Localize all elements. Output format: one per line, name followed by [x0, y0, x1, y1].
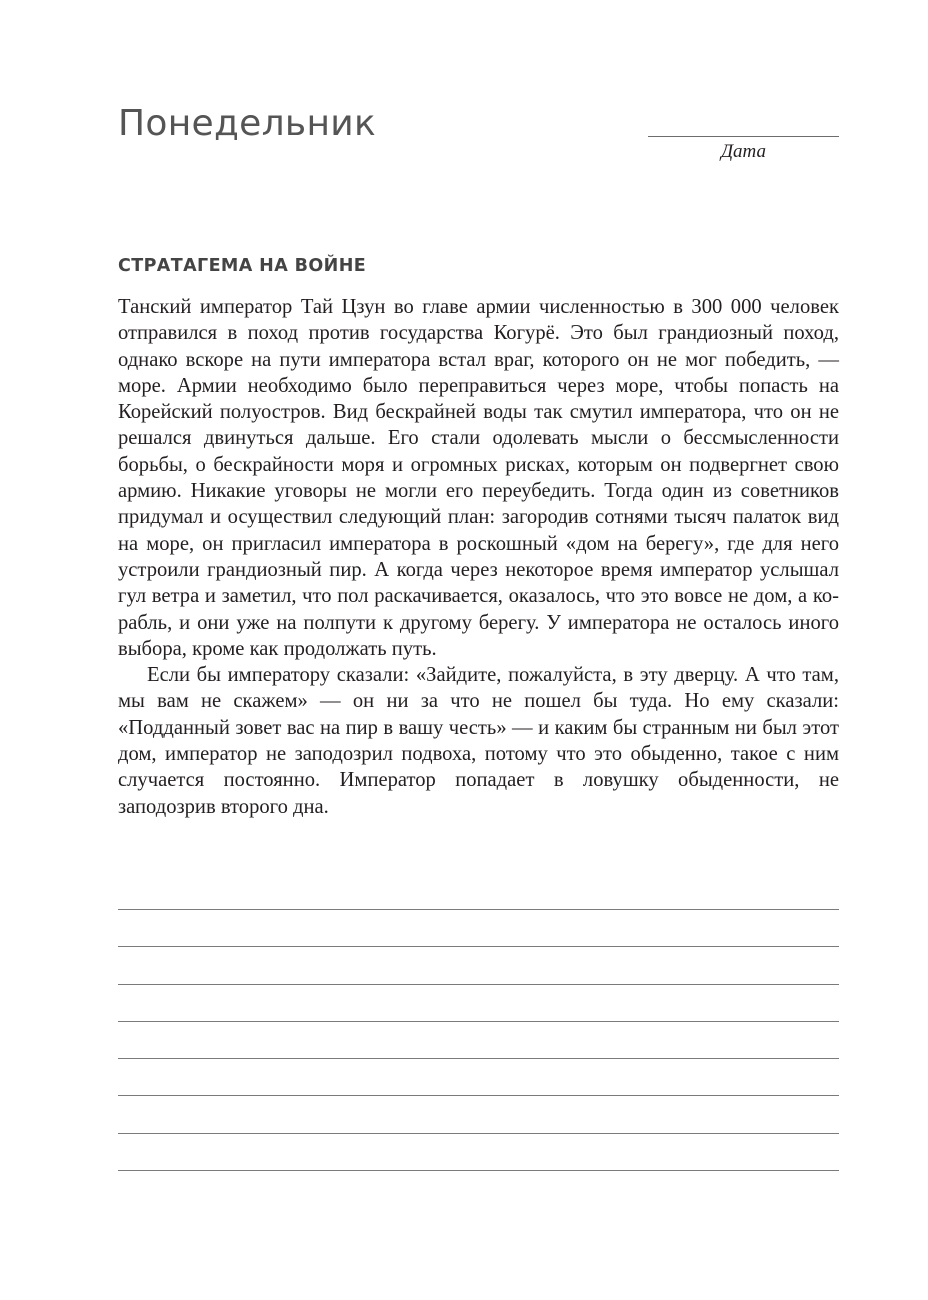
- notes-line[interactable]: [118, 984, 839, 1021]
- page-title: Понедельник: [118, 103, 377, 144]
- article-paragraph: Если бы императору сказали: «Зайдите, пожалуйста, в эту дверцу. А что там, мы вам не скажем» — он ни за что не пошел бы туда. Но ему сказали: «Подданный зовет вас на пир в вашу честь» — и каким бы странным ни был этот дом, император не заподозрил подвоха, потому что это обыденно, такое с ним случается постоянно. Император попадает в ловушку обыденности, не заподозрив второго дна.: [118, 664, 839, 818]
- notes-line[interactable]: [118, 946, 839, 983]
- notes-writing-area[interactable]: [118, 909, 839, 1207]
- notes-line[interactable]: [118, 1133, 839, 1170]
- date-entry-line[interactable]: [648, 136, 839, 137]
- section-heading: СТРАТАГЕМА НА ВОЙНЕ: [118, 256, 367, 276]
- notes-line[interactable]: [118, 909, 839, 946]
- date-label: Дата: [720, 141, 767, 162]
- article-body: [118, 294, 839, 820]
- notes-line[interactable]: [118, 1095, 839, 1132]
- notes-line[interactable]: [118, 1058, 839, 1095]
- notes-line[interactable]: [118, 1021, 839, 1058]
- notes-line[interactable]: [118, 1170, 839, 1207]
- article-paragraph: Танский император Тай Цзун во главе армии численностью в 300 000 человек отправился в поход против государства Когурё. Это был грандиозный поход, однако вскоре на пути императора встал враг, которого он не мог победить, — море. Армии необходимо было переправиться через море, чтобы попасть на Корейский полуостров. Вид бескрайней воды так смутил императора, что он не решался двинуться дальше. Его стали одолевать мысли о бессмысленности борьбы, о бескрайности моря и огромных рисках, которым он подвергнет свою армию. Никакие уговоры не могли его переубедить. Тогда один из советников придумал и осуществил следующий план: загородив сотнями тысяч палаток вид на море, он пригласил императора в роскошный «дом на берегу», где для него устроили грандиозный пир. А когда через некоторое время император услышал гул ветра и заметил, что пол раскачивается, оказалось, что это вовсе не дом, а корабль, и они уже на полпути к другому берегу. У императора не осталось иного выбора, кроме как продолжать путь.: [118, 296, 839, 660]
